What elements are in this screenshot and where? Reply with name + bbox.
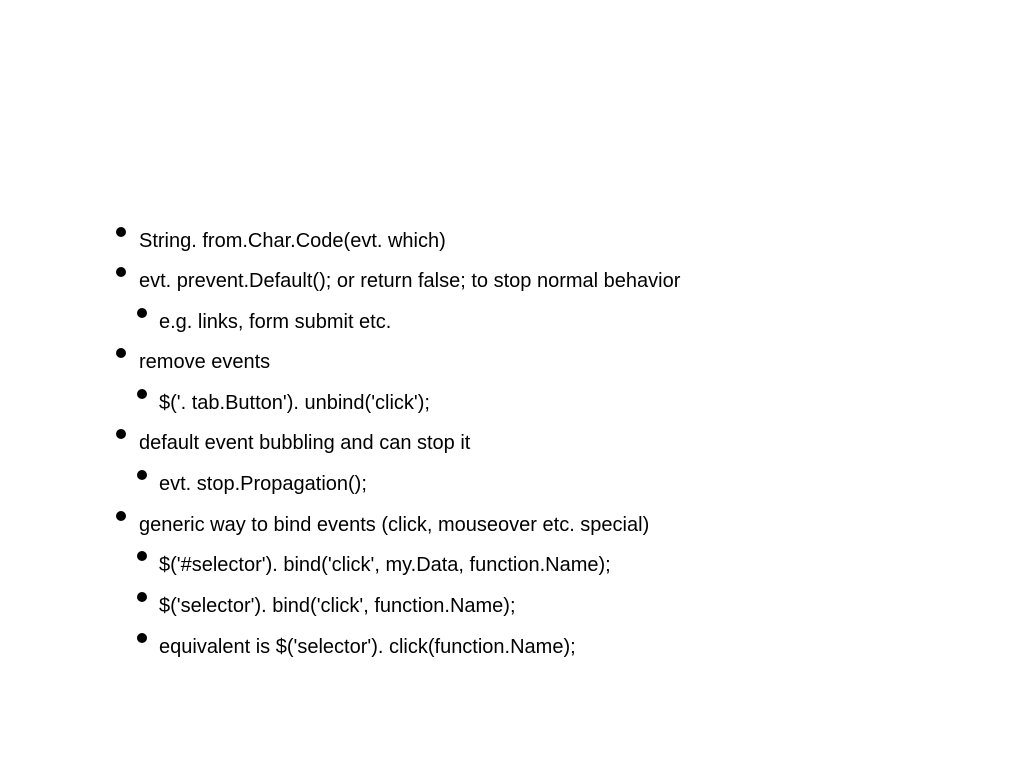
sub-bullet-item bbox=[159, 391, 430, 415]
bullet-dot-icon bbox=[116, 227, 126, 237]
sub-bullet-item bbox=[159, 553, 611, 577]
sub-bullet-item bbox=[159, 310, 391, 334]
bullet-text: e.g. links, form submit etc. bbox=[159, 311, 392, 333]
bullet-dot-icon bbox=[137, 633, 147, 643]
bullet-dot-icon bbox=[137, 470, 147, 480]
sub-bullet-item bbox=[159, 472, 367, 496]
bullet-text: $('selector'). bind('click', function.Name); bbox=[159, 595, 516, 617]
bullet-item bbox=[139, 431, 470, 455]
bullet-item bbox=[139, 229, 446, 253]
bullet-item bbox=[139, 513, 649, 537]
bullet-dot-icon bbox=[137, 551, 147, 561]
bullet-text: String. from.Char.Code(evt. which) bbox=[139, 230, 446, 252]
bullet-dot-icon bbox=[116, 267, 126, 277]
bullet-text: equivalent is $('selector'). click(function.Name); bbox=[159, 636, 576, 658]
bullet-item bbox=[139, 350, 270, 374]
bullet-dot-icon bbox=[116, 429, 126, 439]
bullet-dot-icon bbox=[137, 592, 147, 602]
sub-bullet-item bbox=[159, 635, 576, 659]
sub-bullet-item bbox=[159, 594, 516, 618]
bullet-dot-icon bbox=[137, 389, 147, 399]
bullet-text: $('. tab.Button'). unbind('click'); bbox=[159, 392, 430, 414]
bullet-text: remove events bbox=[139, 351, 271, 373]
bullet-dot-icon bbox=[137, 308, 147, 318]
bullet-text: generic way to bind events (click, mouseover etc. special) bbox=[139, 514, 650, 536]
bullet-text: evt. prevent.Default(); or return false; to stop normal behavior bbox=[139, 270, 681, 292]
bullet-text: $('#selector'). bind('click', my.Data, function.Name); bbox=[159, 554, 611, 576]
bullet-item bbox=[139, 269, 680, 293]
bullet-text: default event bubbling and can stop it bbox=[139, 432, 471, 454]
bullet-dot-icon bbox=[116, 511, 126, 521]
bullet-dot-icon bbox=[116, 348, 126, 358]
bullet-text: evt. stop.Propagation(); bbox=[159, 473, 367, 495]
